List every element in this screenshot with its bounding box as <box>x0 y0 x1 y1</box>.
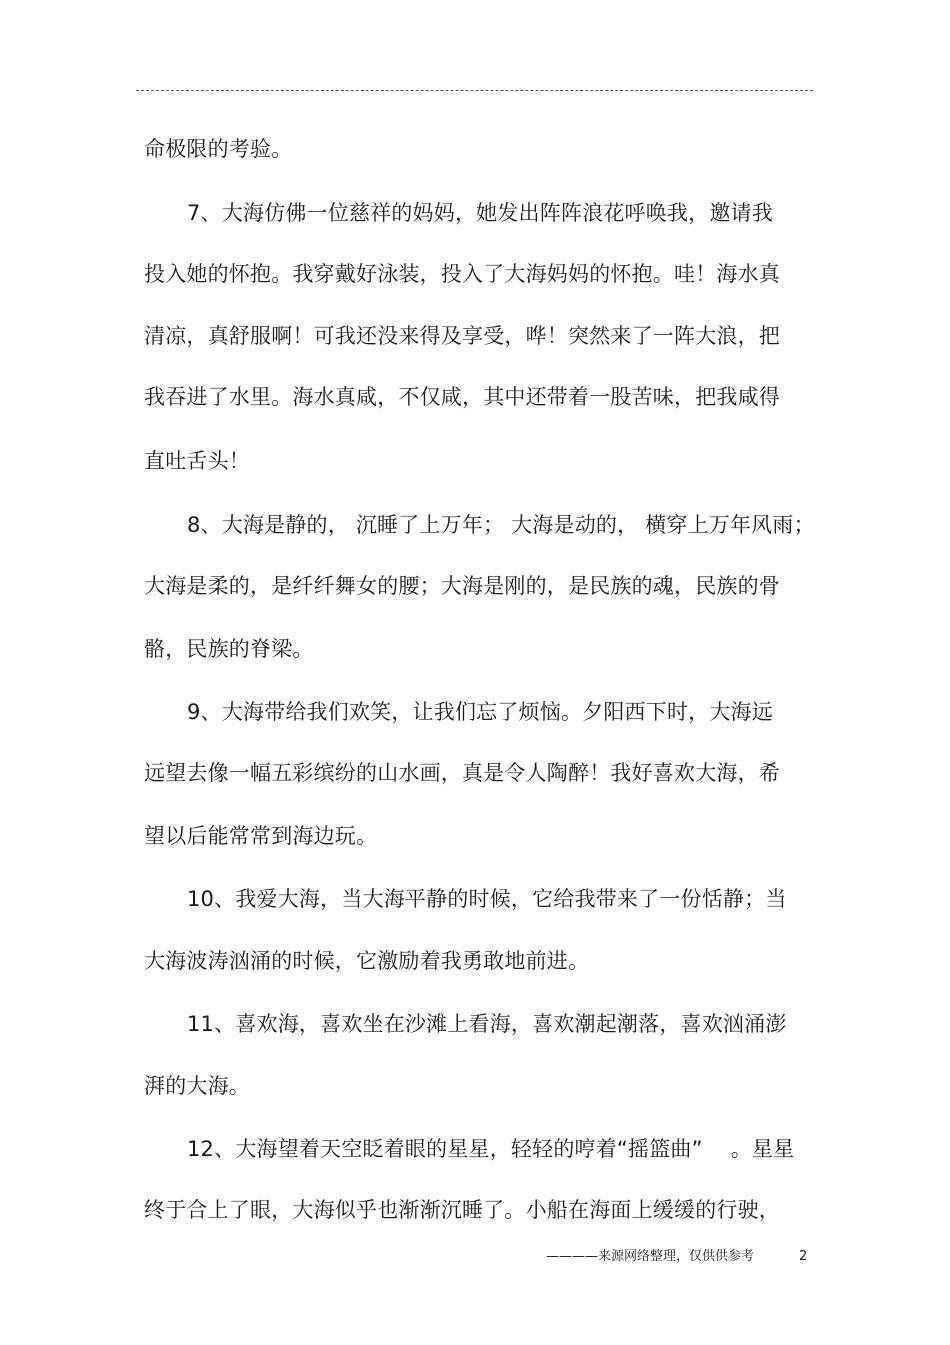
paragraph-10-line: 大海波涛汹涌的时候，它激励着我勇敢地前进。 <box>144 949 590 973</box>
paragraph-12-line: 终于合上了眼，大海似乎也渐渐沉睡了。小船在海面上缓缓的行驶， <box>144 1198 780 1222</box>
paragraph-7-line: 7、大海仿佛一位慈祥的妈妈，她发出阵阵浪花呼唤我，邀请我 <box>187 201 773 225</box>
paragraph-9-line: 远望去像一幅五彩缤纷的山水画，真是令人陶醉！我好喜欢大海，希 <box>144 761 780 785</box>
paragraph-10-line: 10、我爱大海，当大海平静的时候，它给我带来了一份恬静；当 <box>187 887 787 911</box>
paragraph-7-line: 投入她的怀抱。我穿戴好泳装，投入了大海妈妈的怀抱。哇！海水真 <box>144 262 780 286</box>
paragraph-8-line: 大海是柔的，是纤纤舞女的腰；大海是刚的，是民族的魂，民族的骨 <box>144 574 780 598</box>
page-number: 2 <box>799 1249 808 1264</box>
text-line: 命极限的考验。 <box>144 137 293 161</box>
paragraph-11-line: 11、喜欢海，喜欢坐在沙滩上看海，喜欢潮起潮落，喜欢汹涌澎 <box>187 1012 787 1036</box>
footer-source-note: ————来源网络整理，仅供供参考 <box>546 1249 755 1264</box>
paragraph-7-line: 清凉，真舒服啊！可我还没来得及享受，哗！突然来了一阵大浪，把 <box>144 324 780 348</box>
paragraph-12-line: 12、大海望着天空眨着眼的星星，轻轻的哼着“摇篮曲” 。星星 <box>187 1137 795 1161</box>
paragraph-11-line: 湃的大海。 <box>144 1074 250 1098</box>
paragraph-7-line: 直吐舌头！ <box>144 449 250 473</box>
paragraph-9-line: 9、大海带给我们欢笑，让我们忘了烦恼。夕阳西下时，大海远 <box>187 700 773 724</box>
paragraph-8-line: 8、大海是静的， 沉睡了上万年； 大海是动的， 横穿上万年风雨； <box>187 513 815 537</box>
paragraph-8-line: 骼，民族的脊梁。 <box>144 637 314 661</box>
header-divider <box>136 90 813 91</box>
paragraph-9-line: 望以后能常常到海边玩。 <box>144 824 378 848</box>
paragraph-7-line: 我吞进了水里。海水真咸，不仅咸，其中还带着一股苦味，把我咸得 <box>144 385 780 409</box>
